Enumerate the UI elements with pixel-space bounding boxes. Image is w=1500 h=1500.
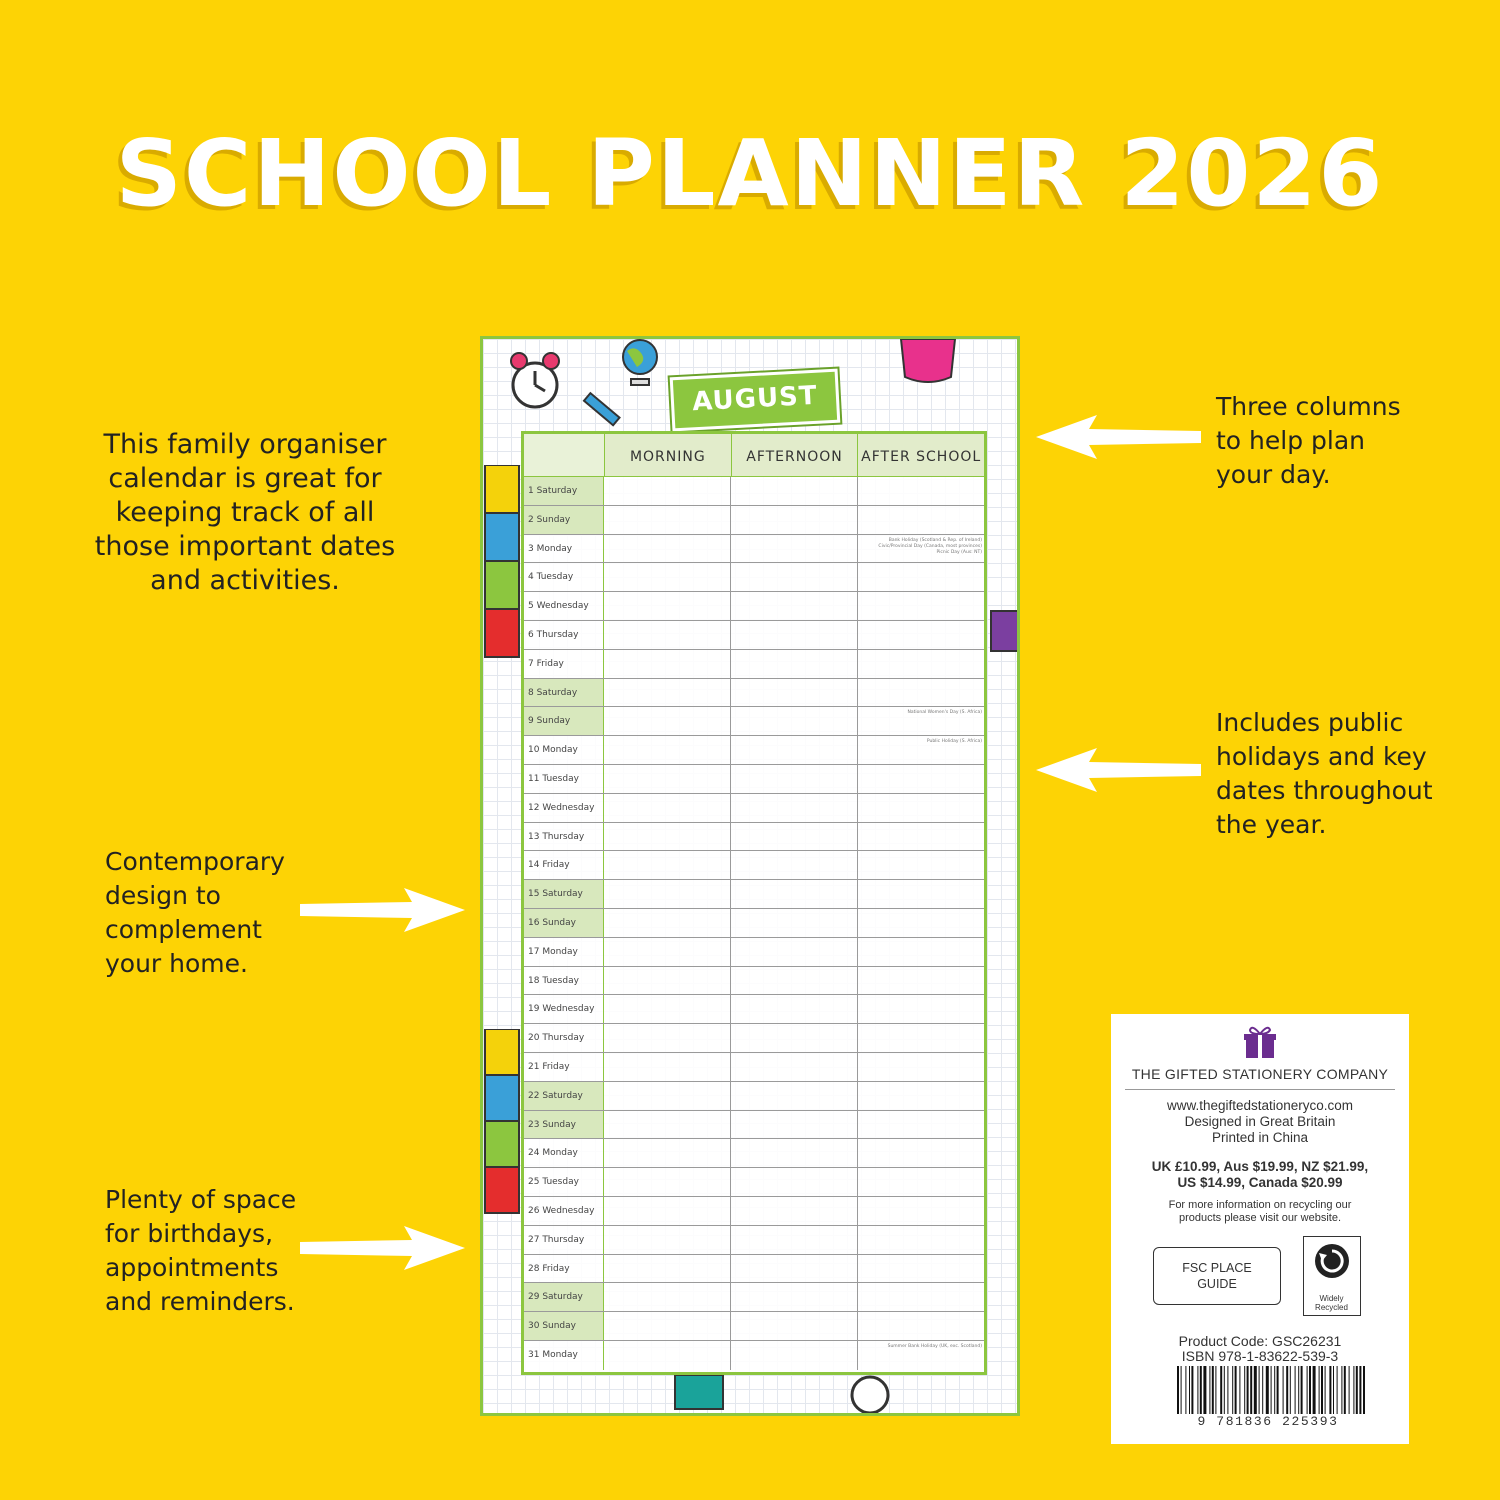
table-row (524, 1197, 984, 1226)
day-label: 15 Saturday (524, 880, 604, 908)
company-name: THE GIFTED STATIONERY COMPANY (1131, 1066, 1389, 1082)
planner-cell[interactable] (858, 995, 984, 1023)
barcode-bar (1353, 1366, 1354, 1414)
product-code: Product Code: GSC26231 (1178, 1333, 1342, 1349)
planner-cell[interactable] (731, 535, 858, 563)
planner-cell[interactable] (604, 823, 731, 851)
barcode-bar (1341, 1366, 1342, 1414)
barcode-bar (1185, 1366, 1186, 1414)
barcode-bar (1337, 1366, 1338, 1414)
table-row (524, 1255, 984, 1284)
widely-recycled-text (1304, 1294, 1359, 1312)
barcode-bar (1271, 1366, 1272, 1414)
planner-cell[interactable] (604, 1082, 731, 1110)
barcode-bar (1220, 1366, 1222, 1414)
barcode-bar (1262, 1366, 1263, 1414)
planner-cell[interactable] (858, 592, 984, 620)
barcode-bar (1290, 1366, 1291, 1414)
hopscotch-icon (483, 465, 523, 665)
planner-cell[interactable] (604, 1226, 731, 1254)
barcode-bar (1232, 1366, 1233, 1414)
barcode-bar (1250, 1366, 1252, 1414)
barcode-bar (1325, 1366, 1326, 1414)
holiday-note: Summer Bank Holiday (UK, exc. Scotland) (887, 1343, 982, 1349)
table-row (524, 736, 984, 765)
barcode-bar (1259, 1366, 1260, 1414)
barcode-bar (1254, 1366, 1257, 1414)
table-row (524, 938, 984, 967)
price-line-1: UK £10.99, Aus $19.99, NZ $21.99, (1151, 1159, 1369, 1174)
barcode (1177, 1366, 1365, 1414)
divider (1125, 1089, 1395, 1090)
barcode-bar (1313, 1366, 1316, 1414)
barcode-bar (1274, 1366, 1275, 1414)
day-label: 30 Sunday (524, 1312, 604, 1340)
table-row (524, 1111, 984, 1140)
planner-cell[interactable] (858, 1168, 984, 1196)
planner-cell[interactable] (604, 1197, 731, 1225)
planner-cell[interactable] (731, 650, 858, 678)
arrow-right-icon (300, 888, 465, 932)
table-row (524, 707, 984, 736)
planner-cell[interactable] (858, 1283, 984, 1311)
feature-line: your day. (1216, 460, 1331, 489)
table-row (524, 477, 984, 506)
planner-cell[interactable] (858, 477, 984, 505)
feature-line: design to (105, 881, 221, 910)
barcode-bar (1301, 1366, 1303, 1414)
feature-line: for birthdays, (105, 1219, 274, 1248)
table-row (524, 592, 984, 621)
feature-line: complement (105, 915, 262, 944)
day-label: 23 Sunday (524, 1111, 604, 1139)
table-row (524, 506, 984, 535)
planner-cell[interactable] (858, 851, 984, 879)
recycling-line-1: For more information on recycling our (1168, 1199, 1352, 1211)
feature-line: and reminders. (105, 1287, 295, 1316)
alarm-clock-icon (505, 347, 565, 417)
feature-line: Plenty of space (105, 1185, 297, 1214)
planner-cell[interactable] (604, 1053, 731, 1081)
feature-line: the year. (1216, 810, 1327, 839)
table-row (524, 1082, 984, 1111)
planner-page (480, 336, 1020, 1416)
barcode-bar (1309, 1366, 1311, 1414)
planner-cell[interactable] (858, 1053, 984, 1081)
planner-cell[interactable] (731, 938, 858, 966)
planner-cell[interactable] (604, 707, 731, 735)
planner-cell[interactable] (858, 909, 984, 937)
planner-cell[interactable] (858, 1341, 984, 1370)
planner-cell[interactable] (858, 765, 984, 793)
barcode-bar (1277, 1366, 1279, 1414)
barcode-bar (1215, 1366, 1216, 1414)
table-row (524, 650, 984, 679)
column-header-after-school: AFTER SCHOOL (858, 434, 984, 476)
recycling-line-2: products please visit our website. (1178, 1212, 1342, 1224)
planner-grid (521, 431, 987, 1375)
table-row (524, 1283, 984, 1312)
pencil-icon (577, 387, 627, 437)
planner-cell[interactable] (731, 1111, 858, 1139)
barcode-bar (1209, 1366, 1210, 1414)
table-row (524, 1226, 984, 1255)
table-row (524, 621, 984, 650)
planner-cell[interactable] (731, 506, 858, 534)
planner-cell[interactable] (731, 621, 858, 649)
planner-cell[interactable] (604, 736, 731, 764)
feature-line: Three columns (1216, 392, 1401, 421)
feature-line: Includes public (1216, 708, 1404, 737)
table-row (524, 679, 984, 708)
feature-line: appointments (105, 1253, 279, 1282)
planner-cell[interactable] (858, 1197, 984, 1225)
planner-cell[interactable] (604, 967, 731, 995)
day-label: 6 Thursday (524, 621, 604, 649)
day-label: 7 Friday (524, 650, 604, 678)
barcode-bar (1283, 1366, 1284, 1414)
planner-cell[interactable] (604, 1312, 731, 1340)
barcode-bar (1363, 1366, 1365, 1414)
planner-cell[interactable] (858, 506, 984, 534)
barcode-bar (1319, 1366, 1320, 1414)
planner-cell[interactable] (731, 1024, 858, 1052)
table-row (524, 823, 984, 852)
planner-cell[interactable] (731, 1197, 858, 1225)
planner-cell[interactable] (731, 794, 858, 822)
barcode-bar (1239, 1366, 1240, 1414)
day-label: 22 Saturday (524, 1082, 604, 1110)
planner-cell[interactable] (731, 1139, 858, 1167)
barcode-bar (1191, 1366, 1193, 1414)
planner-cell[interactable] (858, 967, 984, 995)
barcode-bar (1307, 1366, 1308, 1414)
barcode-bar (1359, 1366, 1361, 1414)
barcode-bar (1344, 1366, 1346, 1414)
planner-cell[interactable] (604, 909, 731, 937)
planner-cell[interactable] (731, 909, 858, 937)
barcode-bar (1286, 1366, 1288, 1414)
planner-cell[interactable] (731, 1226, 858, 1254)
header-corner (524, 434, 605, 476)
arrow-left-icon (1036, 415, 1201, 459)
planner-cell[interactable] (858, 650, 984, 678)
planner-cell[interactable] (731, 1082, 858, 1110)
fsc-line-2: GUIDE (1197, 1277, 1237, 1291)
planner-cell[interactable] (731, 477, 858, 505)
planner-cell[interactable] (604, 1168, 731, 1196)
holiday-note: Public Holiday (S. Africa) (926, 739, 982, 745)
barcode-bar (1189, 1366, 1190, 1414)
planner-cell[interactable] (731, 765, 858, 793)
day-label: 24 Monday (524, 1139, 604, 1167)
barcode-bar (1227, 1366, 1228, 1414)
planner-cell[interactable] (604, 650, 731, 678)
feature-line: dates throughout (1216, 776, 1433, 805)
planner-cell[interactable] (604, 506, 731, 534)
planner-cell[interactable] (858, 1226, 984, 1254)
planner-cell[interactable] (604, 1139, 731, 1167)
day-label: 3 Monday (524, 535, 604, 563)
product-label (1111, 1014, 1409, 1444)
column-header-afternoon: AFTERNOON (732, 434, 859, 476)
planner-cell[interactable] (604, 1111, 731, 1139)
table-row (524, 1024, 984, 1053)
book-icon (987, 609, 1020, 659)
planner-cell[interactable] (858, 1024, 984, 1052)
table-row (524, 1139, 984, 1168)
alarm-clock-icon (845, 1369, 895, 1415)
table-row (524, 765, 984, 794)
planner-cell[interactable] (604, 1255, 731, 1283)
price-line-2: US $14.99, Canada $20.99 (1177, 1175, 1343, 1190)
planner-cell[interactable] (858, 1082, 984, 1110)
designed-text: Designed in Great Britain (1184, 1114, 1336, 1129)
day-rows (524, 477, 984, 1370)
feature-line: This family organiser (103, 429, 387, 460)
planner-cell[interactable] (731, 1283, 858, 1311)
planner-cell[interactable] (604, 938, 731, 966)
planner-cell[interactable] (731, 1168, 858, 1196)
recycled-text: Recycled (1315, 1303, 1348, 1312)
planner-cell[interactable] (604, 1341, 731, 1370)
planner-cell[interactable] (731, 1312, 858, 1340)
gift-icon (1244, 1024, 1276, 1060)
planner-cell[interactable] (604, 995, 731, 1023)
table-row (524, 909, 984, 938)
planner-cell[interactable] (604, 880, 731, 908)
day-label: 31 Monday (524, 1341, 604, 1370)
hopscotch-icon (483, 1029, 523, 1219)
planner-cell[interactable] (858, 535, 984, 563)
table-row (524, 995, 984, 1024)
planner-cell[interactable] (858, 1139, 984, 1167)
barcode-bar (1321, 1366, 1323, 1414)
isbn: ISBN 978-1-83622-539-3 (1181, 1348, 1339, 1364)
table-row (524, 1168, 984, 1197)
barcode-bar (1247, 1366, 1249, 1414)
planner-cell[interactable] (858, 736, 984, 764)
planner-cell[interactable] (731, 880, 858, 908)
feature-text-organiser (80, 428, 410, 598)
feature-text-holidays (1216, 706, 1456, 842)
month-title: AUGUST (670, 369, 841, 432)
planner-cell[interactable] (604, 679, 731, 707)
day-label: 29 Saturday (524, 1283, 604, 1311)
day-label: 16 Sunday (524, 909, 604, 937)
page-title: SCHOOL PLANNER 2026 (115, 120, 1385, 227)
widely-text: Widely (1319, 1294, 1344, 1303)
day-label: 2 Sunday (524, 506, 604, 534)
fsc-placeholder-box (1153, 1247, 1281, 1305)
feature-line: to help plan (1216, 426, 1366, 455)
barcode-bar (1356, 1366, 1358, 1414)
column-header-row (524, 434, 984, 477)
day-label: 5 Wednesday (524, 592, 604, 620)
holiday-note: National Women's Day (S. Africa) (907, 710, 982, 716)
day-label: 21 Friday (524, 1053, 604, 1081)
feature-line: those important dates (94, 531, 396, 562)
barcode-bar (1295, 1366, 1296, 1414)
recycling-info (1111, 1199, 1409, 1225)
table-row (524, 967, 984, 996)
day-label: 18 Tuesday (524, 967, 604, 995)
planner-cell[interactable] (858, 621, 984, 649)
barcode-number: 9 781836 225393 (1197, 1414, 1339, 1429)
planner-cell[interactable] (604, 765, 731, 793)
barcode-bar (1235, 1366, 1237, 1414)
feature-line: Contemporary (105, 847, 285, 876)
holiday-note: Bank Holiday (Scotland & Rep. of Ireland) Civic/Provincial Day (Canada, most provinces) Picnic Day (Aus: NT) (878, 537, 982, 555)
day-label: 8 Saturday (524, 679, 604, 707)
planner-cell[interactable] (731, 823, 858, 851)
planner-cell[interactable] (731, 707, 858, 735)
barcode-bar (1244, 1366, 1245, 1414)
planner-cell[interactable] (731, 736, 858, 764)
planner-cell[interactable] (858, 880, 984, 908)
day-label: 25 Tuesday (524, 1168, 604, 1196)
planner-cell[interactable] (604, 592, 731, 620)
price-list (1111, 1159, 1409, 1191)
day-label: 11 Tuesday (524, 765, 604, 793)
recycle-icon (1314, 1243, 1350, 1279)
table-row (524, 535, 984, 564)
day-label: 14 Friday (524, 851, 604, 879)
planner-cell[interactable] (731, 592, 858, 620)
product-codes (1111, 1334, 1409, 1364)
day-label: 13 Thursday (524, 823, 604, 851)
table-row (524, 563, 984, 592)
barcode-bar (1200, 1366, 1202, 1414)
day-label: 4 Tuesday (524, 563, 604, 591)
globe-icon (613, 339, 667, 389)
day-label: 28 Friday (524, 1255, 604, 1283)
table-row (524, 851, 984, 880)
day-label: 26 Wednesday (524, 1197, 604, 1225)
barcode-bar (1333, 1366, 1334, 1414)
website-text: www.thegiftedstationeryco.com (1166, 1098, 1354, 1113)
barcode-bar (1212, 1366, 1214, 1414)
planner-cell[interactable] (604, 621, 731, 649)
day-label: 27 Thursday (524, 1226, 604, 1254)
barcode-bar (1197, 1366, 1198, 1414)
barcode-bar (1349, 1366, 1350, 1414)
feature-line: calendar is great for (108, 463, 382, 494)
backpack-icon (893, 339, 963, 389)
planner-cell[interactable] (731, 1053, 858, 1081)
planner-cell[interactable] (604, 1283, 731, 1311)
day-label: 12 Wednesday (524, 794, 604, 822)
day-label: 20 Thursday (524, 1024, 604, 1052)
planner-cell[interactable] (858, 794, 984, 822)
planner-cell[interactable] (604, 477, 731, 505)
table-row (524, 880, 984, 909)
planner-cell[interactable] (858, 707, 984, 735)
barcode-bar (1266, 1366, 1269, 1414)
planner-cell[interactable] (858, 938, 984, 966)
arrow-left-icon (1036, 748, 1201, 792)
barcode-bar (1224, 1366, 1225, 1414)
table-row (524, 1053, 984, 1082)
day-label: 19 Wednesday (524, 995, 604, 1023)
fsc-line-1: FSC PLACE (1182, 1261, 1252, 1275)
planner-cell[interactable] (731, 1255, 858, 1283)
feature-text-columns (1216, 390, 1446, 492)
planner-cell[interactable] (731, 967, 858, 995)
planner-cell[interactable] (858, 823, 984, 851)
day-label: 10 Monday (524, 736, 604, 764)
book-icon (669, 1369, 729, 1415)
arrow-right-icon (300, 1226, 465, 1270)
table-row (524, 794, 984, 823)
column-header-morning: MORNING (605, 434, 732, 476)
planner-cell[interactable] (858, 1111, 984, 1139)
table-row (524, 1312, 984, 1341)
barcode-bar (1298, 1366, 1299, 1414)
feature-line: keeping track of all (115, 497, 375, 528)
barcode-bar (1203, 1366, 1206, 1414)
planner-cell[interactable] (731, 679, 858, 707)
barcode-bar (1181, 1366, 1182, 1414)
planner-cell[interactable] (604, 794, 731, 822)
planner-cell[interactable] (604, 563, 731, 591)
day-label: 17 Monday (524, 938, 604, 966)
barcode-bar (1177, 1366, 1179, 1414)
planner-cell[interactable] (731, 1341, 858, 1370)
barcode-bar (1329, 1366, 1331, 1414)
feature-line: and activities. (150, 565, 340, 596)
planner-cell[interactable] (604, 1024, 731, 1052)
planner-cell[interactable] (731, 995, 858, 1023)
planner-cell[interactable] (858, 679, 984, 707)
label-info (1111, 1098, 1409, 1146)
planner-cell[interactable] (858, 1312, 984, 1340)
day-label: 1 Saturday (524, 477, 604, 505)
printed-text: Printed in China (1211, 1130, 1309, 1145)
planner-cell[interactable] (604, 851, 731, 879)
widely-recycled-badge (1303, 1236, 1361, 1316)
day-label: 9 Sunday (524, 707, 604, 735)
table-row (524, 1341, 984, 1370)
planner-cell[interactable] (604, 535, 731, 563)
planner-cell[interactable] (731, 851, 858, 879)
planner-cell[interactable] (858, 563, 984, 591)
feature-line: your home. (105, 949, 248, 978)
planner-cell[interactable] (731, 563, 858, 591)
planner-cell[interactable] (858, 1255, 984, 1283)
feature-line: holidays and key (1216, 742, 1427, 771)
